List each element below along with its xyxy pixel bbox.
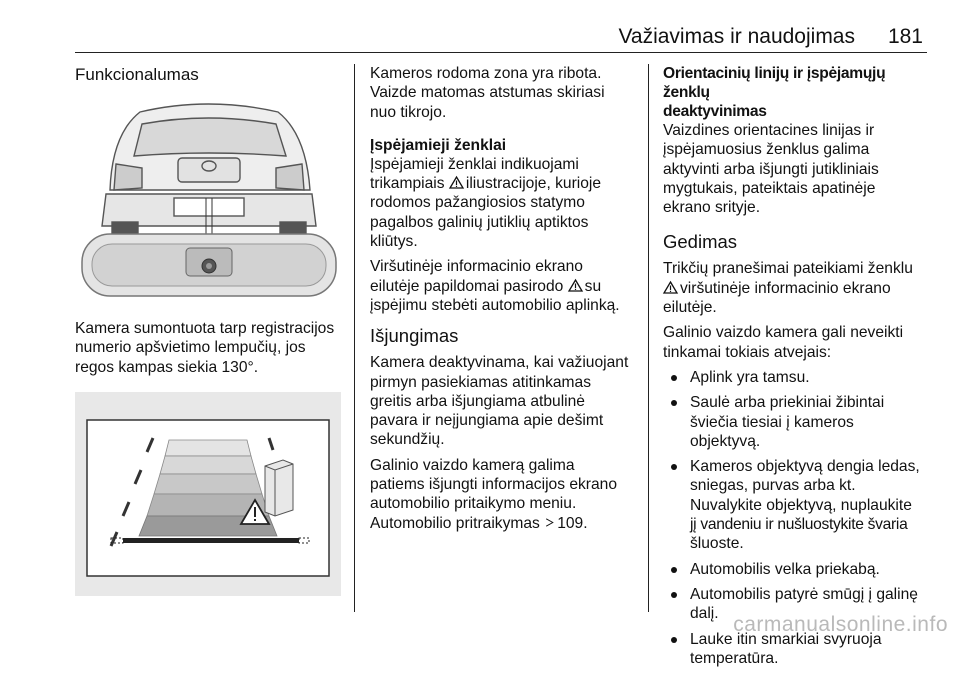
text-line: patiems išjungti informacijos ekrano [370,476,618,494]
warning-triangle-icon [449,176,464,189]
text-line: Įspėjamieji ženklai indikuojami [370,155,579,173]
subheading: Orientacinių linijų ir įspėjamųjų ženklų deaktyvinimas [663,65,886,120]
caption-line: numerio apšvietimo lempučių, jos [75,339,306,357]
figure-caption [75,319,343,377]
list-item: Aplink yra tamsu. [663,368,935,387]
page-number: 181 [887,25,923,48]
text-line: Galinio vaizdo kamerą galima [370,456,575,474]
text-line: sekundžių. [370,431,445,449]
text-line: mygtukais, pateiktais apatinėje [663,179,876,197]
text-line: ekrano srityje. [663,199,761,217]
text-line: Trikčių pranešimai pateikiami ženklu [663,260,913,278]
column-2 [370,64,634,533]
list-item: Lauke itin smarkiai svyruoja temperatūra. [663,630,935,669]
list-item: Saulė arba priekiniai žibintai šviečia tiesiai į kameros objektyvą. [663,393,935,451]
text-line: Kameros rodoma zona yra ribota. [370,65,602,82]
page-reference-link[interactable]: 109. [557,514,588,532]
list-item: Automobilis patyrė smūgį į galinę dalį. [663,585,935,624]
text-line: pavara ir neįjungiama apie dešimt [370,412,604,430]
column-divider [354,64,355,612]
text-line: greitis arba išjungiama atbulinė [370,392,585,410]
list-item: Kameros objektyvą dengia ledas, sniegas, purvas arba kt. Nuvalykite objektyvą, nuplaukite jį vandeniu ir nušluostykite švaria šluoste. [663,457,935,553]
triangle-reference-icon[interactable] [544,516,555,529]
column-divider [648,64,649,612]
text-line: eilutėje papildomai pasirodo su [370,277,602,295]
header-rule [75,52,927,53]
text-line: kliūtys. [370,233,418,251]
text-line: automobilio pritaikymo meniu. [370,495,577,513]
caption-line: regos kampas siekia 130°. [75,358,259,376]
camera-closeup [82,234,336,296]
display-view [75,392,341,596]
watermark: carmanualsonline.info [733,613,948,636]
column-3 [663,64,935,674]
text-line: pagalbos galinių jutiklių aptiktos [370,213,589,231]
warning-triangle-icon [568,279,583,292]
camera-display-illustration [75,392,341,596]
section-heading: Išjungimas [370,325,459,347]
text-line: aktyvinti arba išjungti jutikliniais [663,160,879,178]
text-line: Kamera deaktyvinama, kai važiuojant [370,354,629,372]
text-line: trikampiais iliustracijoje, kurioje [370,175,602,193]
text-line: Automobilio pritraikymas 109. [370,514,588,532]
list-item: Automobilis velka priekabą. [663,560,935,579]
page-header [75,22,927,50]
text-line: rodomos pažangiosios statymo [370,194,585,212]
section-heading: Funkcionalumas [75,65,199,84]
text-line: nuo tikrojo. [370,103,447,121]
car-rear-drawing [102,104,316,238]
section-heading: Gedimas [663,231,738,253]
rear-car-camera-illustration [78,94,340,304]
caption-line: Kamera sumontuota tarp registracijos [75,320,335,337]
text-line: įspėjamuosius ženklus galima [663,141,870,159]
warning-triangle-icon [663,281,678,294]
text-line: Vaizde matomas atstumas skiriasi [370,84,605,102]
text-line: Galinio vaizdo kamera gali neveikti [663,324,904,342]
column-1 [75,64,343,86]
text-line: įspėjimu stebėti automobilio aplinką. [370,296,620,314]
text-line: viršutinėje informacinio ekrano [663,279,935,298]
text-line: pirmyn pasiekiamas atitinkamas [370,373,591,391]
text-line: eilutėje. [663,299,717,317]
chapter-title: Važiavimas ir naudojimas [618,25,855,48]
subheading: Įspėjamieji ženklai [370,136,507,154]
text-line: Viršutinėje informacinio ekrano [370,258,583,276]
text-line: Vaizdines orientacines linijas ir [663,122,875,139]
text-line: tinkamai tokiais atvejais: [663,343,832,361]
